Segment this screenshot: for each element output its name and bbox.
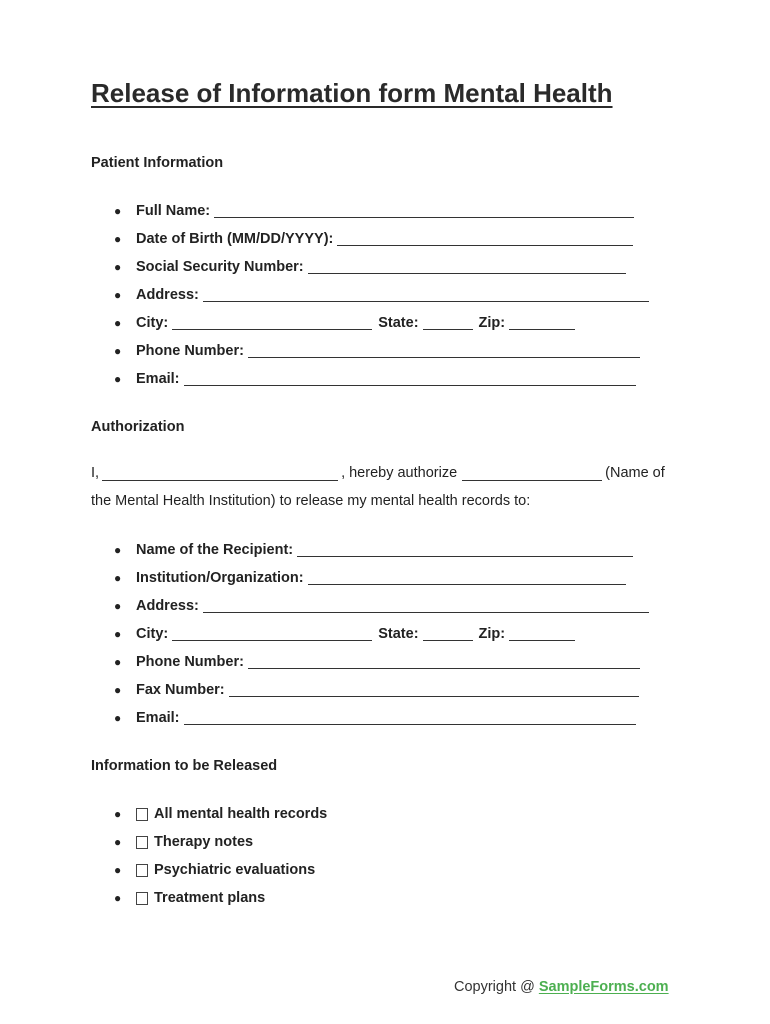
bullet-icon: ● [114, 571, 122, 585]
bullet-icon: ● [114, 835, 122, 849]
city-field[interactable] [172, 316, 372, 330]
copyright-footer [454, 979, 669, 995]
bullet-icon: ● [114, 807, 122, 821]
authorization-line-1 [91, 465, 665, 481]
recipient-fax-field[interactable] [229, 683, 639, 697]
recipient-address-field[interactable] [203, 599, 649, 613]
recipient-institution-label: Institution/Organization: [136, 570, 304, 586]
checkbox-therapy-notes[interactable] [136, 836, 148, 849]
checkbox-all-records[interactable] [136, 808, 148, 821]
recipient-phone-row [114, 652, 640, 672]
recipient-institution-field[interactable] [308, 571, 626, 585]
release-option-row [114, 832, 253, 852]
recipient-address-row [114, 596, 649, 616]
dob-label: Date of Birth (MM/DD/YYYY): [136, 231, 334, 247]
bullet-icon: ● [114, 655, 122, 669]
release-option-row [114, 860, 315, 880]
bullet-icon: ● [114, 372, 122, 386]
institution-name-field[interactable] [462, 467, 602, 481]
address-field[interactable] [203, 288, 649, 302]
recipient-city-label: City: [136, 626, 169, 642]
recipient-email-label: Email: [136, 710, 180, 726]
recipient-city-state-zip-row [114, 624, 575, 644]
recipient-zip-field[interactable] [509, 627, 575, 641]
phone-label: Phone Number: [136, 343, 244, 359]
authorization-line-2: the Mental Health Institution) to release my mental health records to: [91, 493, 531, 509]
authorization-name-of-text: (Name of [605, 465, 665, 481]
recipient-zip-label: Zip: [478, 626, 506, 642]
bullet-icon: ● [114, 232, 122, 246]
bullet-icon: ● [114, 316, 122, 330]
recipient-email-field[interactable] [184, 711, 636, 725]
bullet-icon: ● [114, 627, 122, 641]
sampleforms-link[interactable]: SampleForms.com [538, 979, 669, 995]
patient-information-heading: Patient Information [91, 155, 224, 171]
zip-field[interactable] [509, 316, 575, 330]
recipient-phone-field[interactable] [248, 655, 640, 669]
recipient-state-label: State: [378, 626, 419, 642]
recipient-name-row [114, 540, 633, 560]
dob-row [114, 229, 633, 249]
release-option-row [114, 888, 265, 908]
recipient-phone-label: Phone Number: [136, 654, 244, 670]
recipient-institution-row [114, 568, 626, 588]
email-field[interactable] [184, 372, 636, 386]
release-option-label: Therapy notes [154, 834, 254, 850]
ssn-label: Social Security Number: [136, 259, 304, 275]
recipient-name-field[interactable] [297, 543, 633, 557]
bullet-icon: ● [114, 711, 122, 725]
recipient-fax-row [114, 680, 639, 700]
recipient-address-label: Address: [136, 598, 199, 614]
authorization-heading: Authorization [91, 419, 185, 435]
bullet-icon: ● [114, 863, 122, 877]
ssn-field[interactable] [308, 260, 626, 274]
phone-row [114, 341, 640, 361]
city-state-zip-row [114, 313, 575, 333]
recipient-name-label: Name of the Recipient: [136, 542, 294, 558]
release-option-label: All mental health records [154, 806, 328, 822]
full-name-row [114, 201, 634, 221]
bullet-icon: ● [114, 891, 122, 905]
recipient-city-field[interactable] [172, 627, 372, 641]
bullet-icon: ● [114, 683, 122, 697]
email-label: Email: [136, 371, 180, 387]
phone-field[interactable] [248, 344, 640, 358]
release-option-row [114, 804, 327, 824]
bullet-icon: ● [114, 204, 122, 218]
checkbox-psychiatric-evaluations[interactable] [136, 864, 148, 877]
checkbox-treatment-plans[interactable] [136, 892, 148, 905]
state-label: State: [378, 315, 419, 331]
bullet-icon: ● [114, 599, 122, 613]
recipient-email-row [114, 708, 636, 728]
authorization-i-text: I, [91, 465, 100, 481]
bullet-icon: ● [114, 260, 122, 274]
full-name-label: Full Name: [136, 203, 211, 219]
state-field[interactable] [423, 316, 473, 330]
bullet-icon: ● [114, 344, 122, 358]
city-label: City: [136, 315, 169, 331]
email-row [114, 369, 636, 389]
address-label: Address: [136, 287, 199, 303]
full-name-field[interactable] [214, 204, 634, 218]
recipient-state-field[interactable] [423, 627, 473, 641]
authorization-hereby-text: , hereby authorize [341, 465, 458, 481]
form-title: Release of Information form Mental Health [91, 78, 613, 108]
bullet-icon: ● [114, 288, 122, 302]
copyright-text: Copyright @ [454, 979, 539, 995]
zip-label: Zip: [478, 315, 506, 331]
recipient-fax-label: Fax Number: [136, 682, 225, 698]
dob-field[interactable] [337, 232, 633, 246]
authorizer-name-field[interactable] [102, 467, 338, 481]
ssn-row [114, 257, 626, 277]
information-released-heading: Information to be Released [91, 758, 278, 774]
release-option-label: Psychiatric evaluations [154, 862, 316, 878]
release-option-label: Treatment plans [154, 890, 266, 906]
bullet-icon: ● [114, 543, 122, 557]
address-row [114, 285, 649, 305]
